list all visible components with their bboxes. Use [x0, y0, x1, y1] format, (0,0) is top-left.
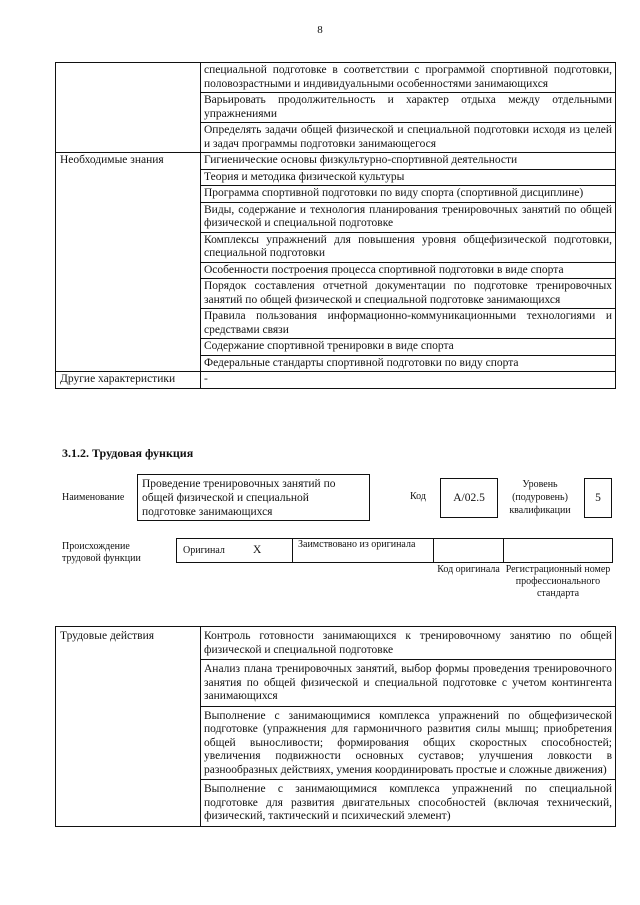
origin-label: Происхождение трудовой функции	[62, 541, 141, 564]
knowledge-item: Теория и методика физической культуры	[201, 169, 616, 186]
knowledge-item: Особенности построения процесса спортивной подготовки в виде спорта	[201, 262, 616, 279]
qualification-level-label: Уровень (подуровень) квалификации	[509, 479, 571, 516]
action-item: Выполнение с занимающимися комплекса упражнений по специальной подготовке для развития двигательных способностей (включая технический, физический, тактический и психический элемент)	[201, 780, 616, 827]
table-row	[56, 372, 616, 389]
skill-item: Определять задачи общей физической и специальной подготовки исходя из целей и задач программы подготовки занимающегося	[201, 123, 616, 153]
original-cell	[176, 538, 293, 563]
action-item: Выполнение с занимающимися комплекса упражнений по общефизической подготовке (упражнения для гармоничного развития силы мышц; приобретения общей выносливости; формирования общих скоростных способностей; увеличения подвижности основных суставов; улучшения ловкости в разнообразных действиях, умения координировать простые и сложные движения)	[201, 706, 616, 780]
knowledge-item: Правила пользования информационно-коммуникационными технологиями и средствами связи	[201, 309, 616, 339]
qualification-level-box: 5	[584, 478, 612, 518]
registration-number-cell	[503, 538, 613, 563]
labour-actions-table	[55, 626, 616, 827]
code-label: Код	[410, 491, 426, 502]
table-row	[56, 63, 616, 93]
knowledge-item: Программа спортивной подготовки по виду спорта (спортивной дисциплине)	[201, 186, 616, 203]
action-item: Контроль готовности занимающихся к тренировочному занятию по общей физической и специальной подготовке	[201, 627, 616, 660]
knowledge-item: Комплексы упражнений для повышения уровня общефизической подготовки, специальной подготовки	[201, 232, 616, 262]
table-row	[56, 153, 616, 170]
function-name-box: Проведение тренировочных занятий по общей физической и специальной подготовке занимающихся	[137, 474, 370, 521]
page-number: 8	[317, 24, 323, 36]
section-heading: 3.1.2. Трудовая функция	[62, 446, 194, 460]
original-mark: X	[253, 544, 262, 556]
other-characteristics-label: Другие характеристики	[56, 372, 201, 389]
skill-item: Варьировать продолжительность и характер отдыха между отдельными упражнениями	[201, 93, 616, 123]
knowledge-item: Содержание спортивной тренировки в виде спорта	[201, 339, 616, 356]
skill-item: специальной подготовке в соответствии с программой спортивной подготовки, половозрастными и индивидуальными особенностями занимающихся	[201, 63, 616, 93]
knowledge-label: Необходимые знания	[56, 153, 201, 372]
knowledge-item: Порядок составления отчетной документации по подготовке тренировочных занятий по общей физической и специальной подготовке занимающихся	[201, 279, 616, 309]
empty-label-cell	[56, 63, 201, 153]
action-item: Анализ плана тренировочных занятий, выбор формы проведения тренировочного занятия по общей физической и специальной подготовке с учетом контингента занимающихся	[201, 660, 616, 707]
knowledge-item: Гигиенические основы физкультурно-спортивной деятельности	[201, 153, 616, 170]
knowledge-item: Виды, содержание и технология планирования тренировочных занятий по общей физической и специальной подготовке	[201, 202, 616, 232]
name-label: Наименование	[62, 492, 125, 503]
other-characteristics-value: -	[201, 372, 616, 389]
registration-number-caption: Регистрационный номер профессионального стандарта	[505, 564, 611, 599]
labour-actions-label: Трудовые действия	[56, 627, 201, 827]
borrowed-label: Заимствовано из оригинала	[298, 539, 416, 550]
code-original-caption: Код оригинала	[437, 564, 500, 575]
borrowed-cell	[292, 538, 434, 563]
knowledge-item: Федеральные стандарты спортивной подготовки по виду спорта	[201, 355, 616, 372]
original-label: Оригинал	[183, 545, 225, 556]
code-original-cell	[433, 538, 504, 563]
code-value-box: А/02.5	[440, 478, 498, 518]
table-row	[56, 627, 616, 660]
requirements-table	[55, 62, 616, 389]
